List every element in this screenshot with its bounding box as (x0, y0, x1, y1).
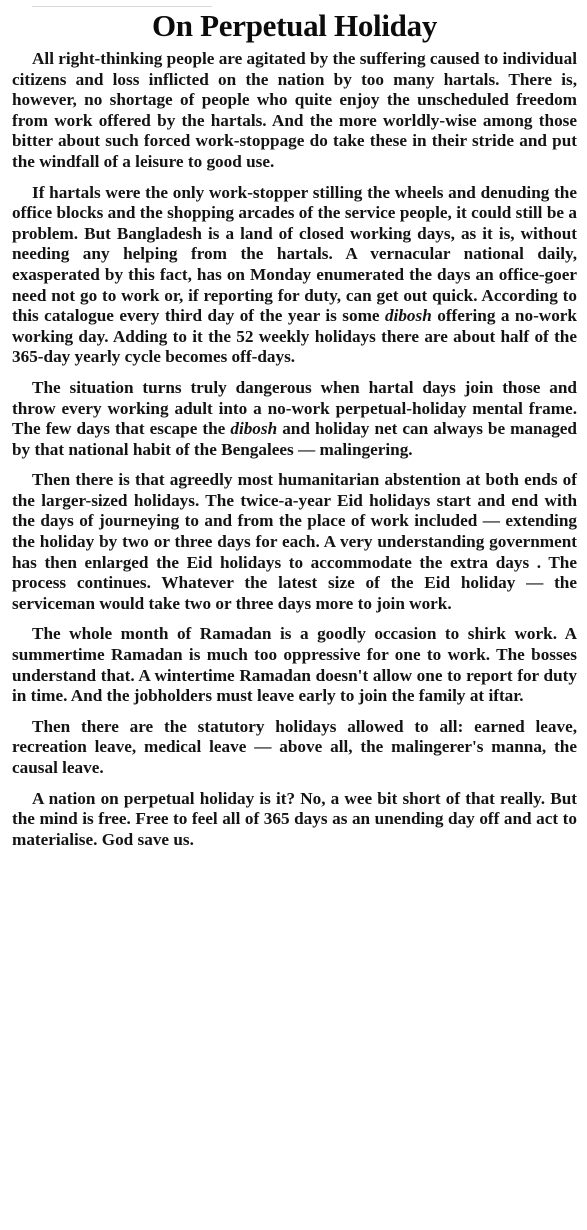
article-paragraph-4: Then there is that agreedly most humanitarian abstention at both ends of the larger-sized holidays. The twice-a-year Eid holidays start and end with the days of journeying to and from the place of work included — extending the holiday by two or three days for each. A very understanding government has then enlarged the Eid holidays to accommodate the extra days . The process continues. Whatever the latest size of the Eid holiday — the serviceman would take two or three days more to join work. (12, 470, 577, 613)
article-headline: On Perpetual Holiday (151, 8, 438, 43)
article-paragraph-7: A nation on perpetual holiday is it? No, a wee bit short of that really. But the mind is free. Free to feel all of 365 days as an unending day off and act to materialise. God save us. (12, 788, 577, 849)
article-paragraph-6: Then there are the statutory holidays allowed to all: earned leave, recreation leave, medical leave — above all, the malingerer's manna, the causal leave. (12, 716, 577, 777)
article-paragraph-3: The situation turns truly dangerous when hartal days join those and throw every working adult into a no-work perpetual-holiday mental frame. The few days that escape the dibosh and holiday net can always be managed by that national habit of the Bengalees — malingering. (12, 377, 577, 459)
italic-term: dibosh (384, 306, 432, 326)
article-paragraph-5: The whole month of Ramadan is a goodly occasion to shirk work. A summertime Ramadan is much too oppressive for one to work. The bosses understand that. A wintertime Ramadan doesn't allow one to report for duty in time. And the jobholders must leave early to join the family at iftar. (12, 624, 577, 706)
article-paragraph-1: All right-thinking people are agitated by the suffering caused to individual citizens and loss inflicted on the nation by too many hartals. There is, however, no shortage of people who quite enjoy the unscheduled freedom from work offered by the hartals. And the more worldly-wise among those bitter about such forced work-stoppage do take these in their stride and put the windfall of a leisure to good use. (12, 49, 577, 171)
article-paragraph-2: If hartals were the only work-stopper stilling the wheels and denuding the office blocks and the shopping arcades of the service people, it could still be a problem. But Bangladesh is a land of closed working days, as it is, without needing any helping from the hartals. A vernacular national daily, exasperated by this fact, has on Monday enumerated the days an office-goer need not go to work or, if reporting for duty, can get out quick. According to this catalogue every third day of the year is some dibosh offering a no-work working day. Adding to it the 52 weekly holidays there are about half of the 365-day yearly cycle becomes off-days. (12, 182, 577, 367)
article-body (12, 49, 577, 850)
italic-term: dibosh (230, 419, 278, 439)
clipping-top-edge (32, 0, 212, 7)
